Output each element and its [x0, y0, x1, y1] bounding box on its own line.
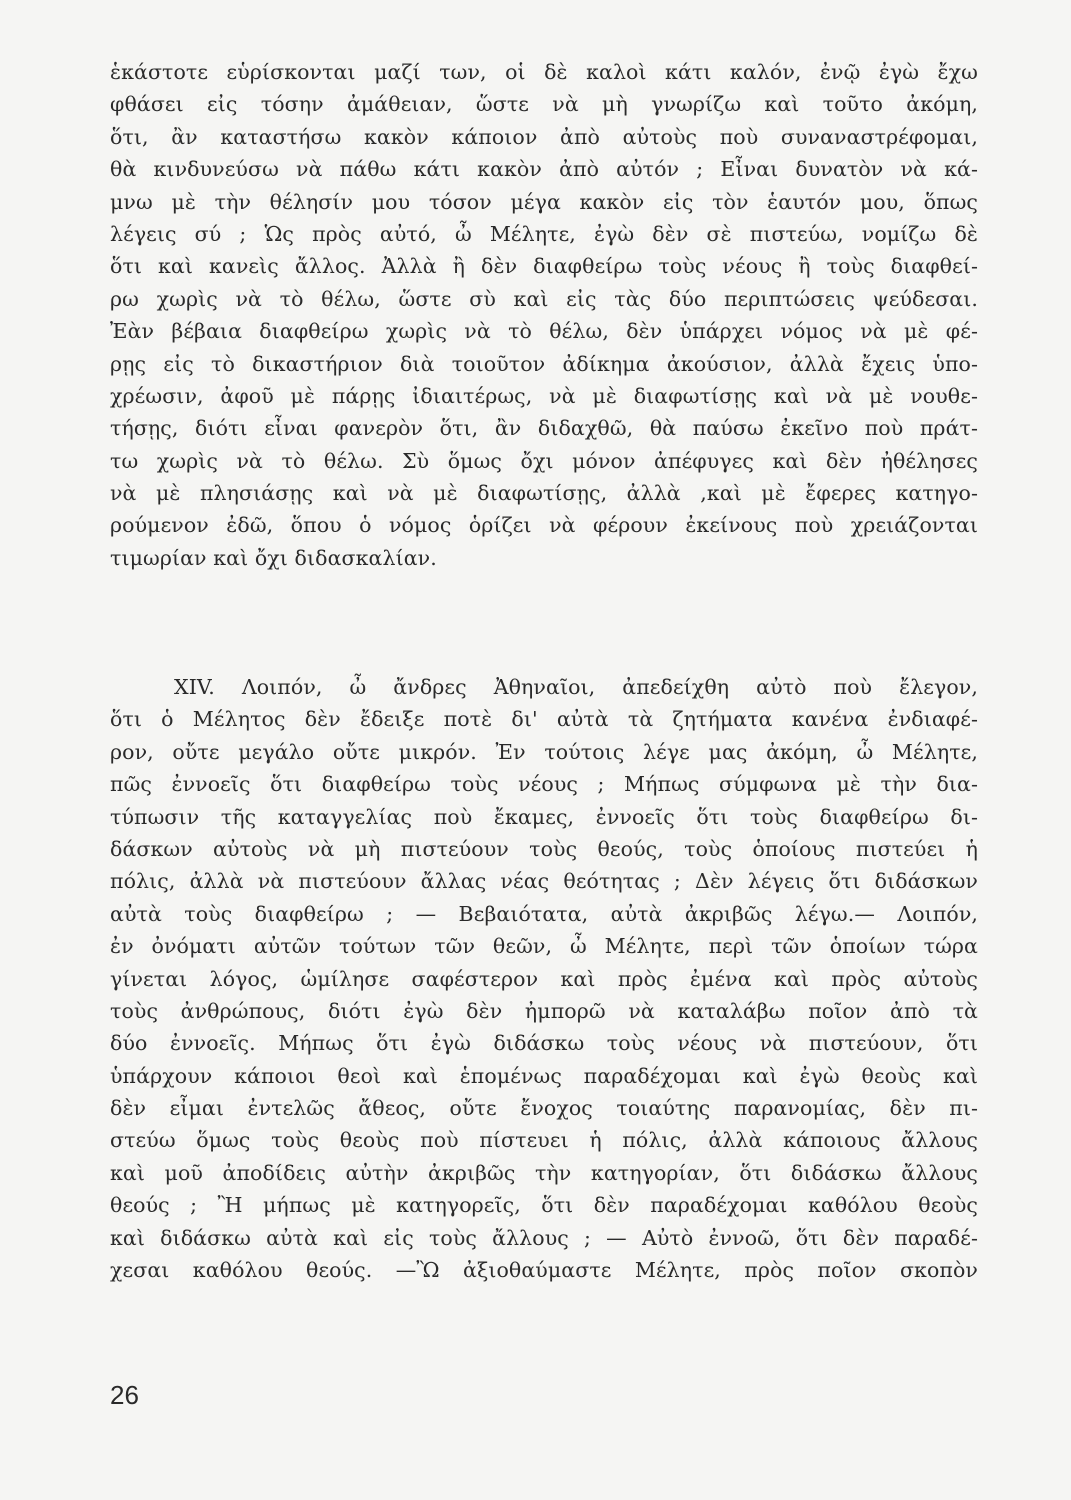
paragraph-1 [110, 56, 978, 574]
text-line: γίνεται λόγος, ὡμίλησε σαφέστερον καὶ πρὸς ἐμένα καὶ πρὸς αὐτοὺς [110, 966, 978, 991]
text-line: λέγεις σύ ; Ὡς πρὸς αὐτό, ὦ Μέλητε, ἐγὼ δὲν σὲ πιστεύω, νομίζω δὲ [110, 221, 978, 246]
text-line: ρῃς εἰς τὸ δικαστήριον διὰ τοιοῦτον ἀδίκημα ἀκούσιον, ἀλλὰ ἔχεις ὑπο- [110, 351, 978, 376]
text-line: αὐτὰ τοὺς διαφθείρω ; — Βεβαιότατα, αὐτὰ ἀκριβῶς λέγω.— Λοιπόν, [110, 901, 978, 926]
text-line: δάσκων αὐτοὺς νὰ μὴ πιστεύουν τοὺς θεούς, τοὺς ὁποίους πιστεύει ἡ [110, 836, 978, 861]
text-line: τήσῃς, διότι εἶναι φανερὸν ὅτι, ἂν διδαχθῶ, θὰ παύσω ἐκεῖνο ποὺ πράτ- [110, 416, 978, 441]
text-line: θὰ κινδυνεύσω νὰ πάθω κάτι κακὸν ἀπὸ αὐτόν ; Εἶναι δυνατὸν νὰ κά- [110, 157, 978, 182]
text-line: ἐν ὀνόματι αὐτῶν τούτων τῶν θεῶν, ὦ Μέλητε, περὶ τῶν ὁποίων τώρα [110, 934, 978, 959]
text-line: τιμωρίαν καὶ ὄχι διδασκαλίαν. [110, 545, 437, 570]
text-line: καὶ μοῦ ἀποδίδεις αὐτὴν ἀκριβῶς τὴν κατηγορίαν, ὅτι διδάσκω ἄλλους [110, 1160, 978, 1185]
text-line: δύο ἐννοεῖς. Μήπως ὅτι ἐγὼ διδάσκω τοὺς νέους νὰ πιστεύουν, ὅτι [110, 1031, 978, 1056]
text-line: πῶς ἐννοεῖς ὅτι διαφθείρω τοὺς νέους ; Μήπως σύμφωνα μὲ τὴν δια- [110, 772, 978, 797]
text-line: ρούμενον ἐδῶ, ὅπου ὁ νόμος ὁρίζει νὰ φέρουν ἐκείνους ποὺ χρειάζονται [110, 513, 978, 538]
text-line: ρω χωρὶς νὰ τὸ θέλω, ὥστε σὺ καὶ εἰς τὰς δύο περιπτώσεις ψεύδεσαι. [110, 286, 978, 311]
text-line: πόλις, ἀλλὰ νὰ πιστεύουν ἄλλας νέας θεότητας ; Δὲν λέγεις ὅτι διδάσκων [110, 869, 978, 894]
text-line: μνω μὲ τὴν θέλησίν μου τόσον μέγα κακὸν εἰς τὸν ἑαυτόν μου, ὅπως [110, 189, 978, 214]
text-line: τοὺς ἀνθρώπους, διότι ἐγὼ δὲν ἠμπορῶ νὰ καταλάβω ποῖον ἀπὸ τὰ [110, 998, 978, 1023]
text-line: δὲν εἶμαι ἐντελῶς ἄθεος, οὔτε ἔνοχος τοιαύτης παρανομίας, δὲν πι- [110, 1096, 978, 1121]
paragraph-2 [110, 671, 978, 1286]
text-line: χεσαι καθόλου θεούς. —Ὢ ἀξιοθαύμαστε Μέλητε, πρὸς ποῖον σκοπὸν [110, 1258, 978, 1283]
text-line: νὰ μὲ πλησιάσῃς καὶ νὰ μὲ διαφωτίσῃς, ἀλλὰ ,καὶ μὲ ἔφερες κατηγο- [110, 481, 978, 506]
text-line: ρον, οὔτε μεγάλο οὔτε μικρόν. Ἐν τούτοις λέγε μας ἀκόμη, ὦ Μέλητε, [110, 739, 978, 764]
text-line: τω χωρὶς νὰ τὸ θέλω. Σὺ ὅμως ὄχι μόνον ἀπέφυγες καὶ δὲν ἠθέλησες [110, 448, 978, 473]
text-line: θεούς ; Ἢ μήπως μὲ κατηγορεῖς, ὅτι δὲν παραδέχομαι καθόλου θεοὺς [110, 1193, 978, 1218]
text-line: ἑκάστοτε εὑρίσκονται μαζί των, οἱ δὲ καλοὶ κάτι καλόν, ἐνῷ ἐγὼ ἔχω [110, 60, 978, 84]
text-line: φθάσει εἰς τόσην ἀμάθειαν, ὥστε νὰ μὴ γνωρίζω καὶ τοῦτο ἀκόμη, [110, 92, 978, 117]
text-line: ὅτι ὁ Μέλητος δὲν ἔδειξε ποτὲ δι' αὐτὰ τὰ ζητήματα κανένα ἐνδιαφέ- [110, 707, 978, 732]
page-number: 26 [110, 1380, 139, 1410]
text-line: ὑπάρχουν κάποιοι θεοὶ καὶ ἑπομένως παραδέχομαι καὶ ἐγὼ θεοὺς καὶ [110, 1063, 978, 1088]
text-line: στεύω ὅμως τοὺς θεοὺς ποὺ πίστευει ἡ πόλις, ἀλλὰ κάποιους ἄλλους [110, 1128, 978, 1153]
text-line: ὅτι καὶ κανεὶς ἄλλος. Ἀλλὰ ἢ δὲν διαφθείρω τοὺς νέους ἢ τοὺς διαφθεί- [110, 254, 978, 279]
text-line: τύπωσιν τῆς καταγγελίας ποὺ ἔκαμες, ἐννοεῖς ὅτι τοὺς διαφθείρω δι- [110, 804, 978, 829]
text-line: Ἐὰν βέβαια διαφθείρω χωρὶς νὰ τὸ θέλω, δὲν ὑπάρχει νόμος νὰ μὲ φέ- [110, 319, 978, 344]
text-line: καὶ διδάσκω αὐτὰ καὶ εἰς τοὺς ἄλλους ; — Αὐτὸ ἐννοῶ, ὅτι δὲν παραδέ- [110, 1225, 978, 1250]
text-line: χρέωσιν, ἀφοῦ μὲ πάρῃς ἰδιαιτέρως, νὰ μὲ διαφωτίσῃς καὶ νὰ μὲ νουθε- [110, 383, 978, 408]
text-line: ὅτι, ἂν καταστήσω κακὸν κάποιον ἀπὸ αὐτοὺς ποὺ συναναστρέφομαι, [110, 124, 978, 149]
text-line: XIV. Λοιπόν, ὦ ἄνδρες Ἀθηναῖοι, ἀπεδείχθη αὐτὸ ποὺ ἔλεγον, [174, 675, 978, 699]
